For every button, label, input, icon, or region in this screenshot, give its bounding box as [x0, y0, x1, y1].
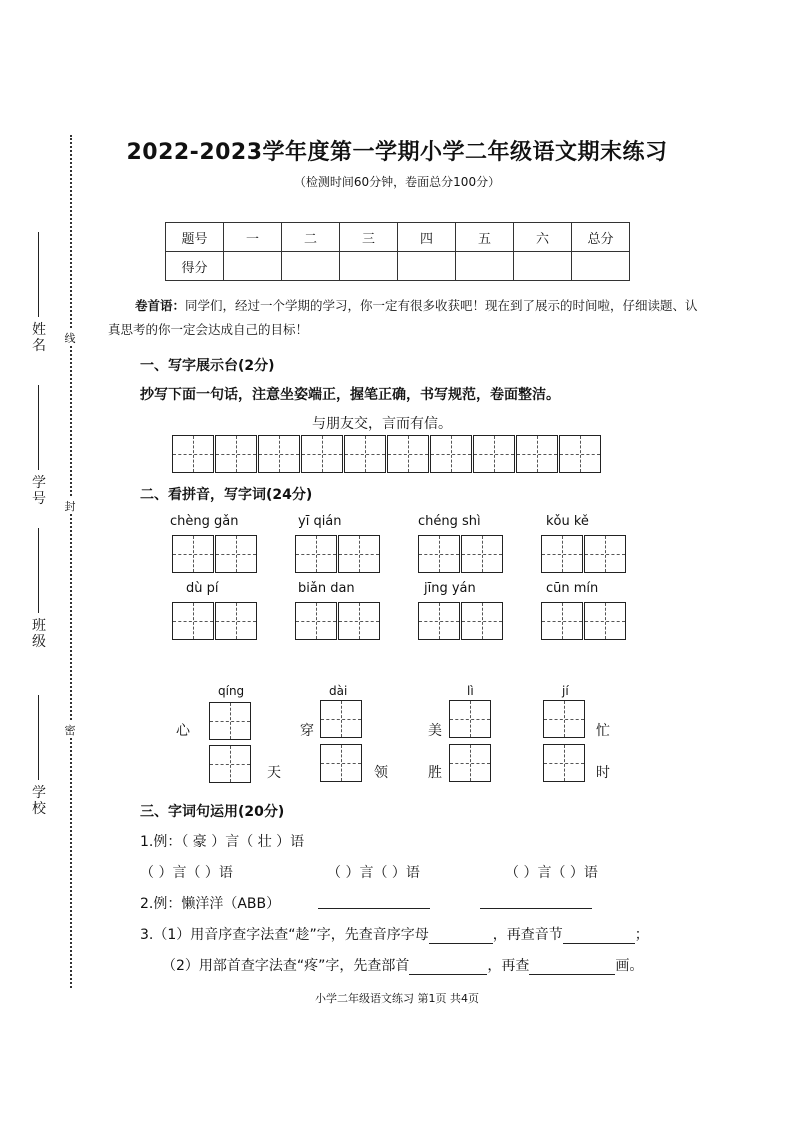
- section1-heading: 一、写字展示台(2分): [140, 358, 275, 374]
- pinyin-answer-cell[interactable]: [295, 535, 337, 573]
- pinyin-answer-cell[interactable]: [584, 602, 626, 640]
- score-header-cell: 三: [340, 223, 398, 252]
- q3-line2-text: （2）用部首查字法查“疼”字，先查部首: [162, 958, 410, 974]
- seal-char-xian: 线: [64, 332, 76, 345]
- pinyin-label: jīng yán: [424, 581, 476, 596]
- class-blank-line[interactable]: [38, 528, 39, 613]
- writing-cell[interactable]: [258, 435, 300, 473]
- pinyin-answer-cell[interactable]: [541, 602, 583, 640]
- writing-cell[interactable]: [559, 435, 601, 473]
- pinyin-answer-cell[interactable]: [418, 535, 460, 573]
- seal-char-feng: 封: [64, 500, 76, 513]
- crossword-left-char: 美: [428, 723, 442, 739]
- id-label: 学号: [32, 475, 46, 507]
- intro-lead: 卷首语：: [135, 298, 186, 313]
- score-input-cell[interactable]: [514, 252, 572, 281]
- pinyin-answer-cell[interactable]: [338, 602, 380, 640]
- crossword-bottom-char: 时: [596, 765, 610, 781]
- pinyin-answer-cell[interactable]: [215, 602, 257, 640]
- q3-line2: [162, 955, 643, 975]
- q2-example: 2.例：懒洋洋（ABB）: [140, 896, 281, 912]
- pinyin-answer-cell[interactable]: [172, 602, 214, 640]
- crossword-cell[interactable]: [543, 700, 585, 738]
- score-input-cell[interactable]: [340, 252, 398, 281]
- score-table: [165, 222, 630, 281]
- writing-cell[interactable]: [172, 435, 214, 473]
- pinyin-label: biǎn dan: [298, 581, 355, 596]
- q1-blank[interactable]: （ ）言（ ）语: [505, 865, 598, 881]
- writing-cell[interactable]: [301, 435, 343, 473]
- class-label: 班级: [32, 618, 46, 650]
- score-input-cell[interactable]: [282, 252, 340, 281]
- crossword-bottom-char: 领: [374, 765, 388, 781]
- pinyin-answer-cell[interactable]: [461, 602, 503, 640]
- q3-line1-text: 3.（1）用音序查字法查“趁”字，先查音序字母: [140, 927, 429, 943]
- name-label: 姓名: [32, 322, 46, 354]
- id-blank-line[interactable]: [38, 385, 39, 470]
- intro-text: 同学们，经过一个学期的学习，你一定有很多收获吧！现在到了展示的时间啦，仔细读题、认真思考的你一定会达成自己的目标！: [108, 298, 698, 337]
- writing-cell[interactable]: [430, 435, 472, 473]
- q1-blank[interactable]: （ ）言（ ）语: [140, 865, 233, 881]
- score-header-cell: 二: [282, 223, 340, 252]
- crossword-cell[interactable]: [320, 744, 362, 782]
- score-header-cell: 总分: [572, 223, 630, 252]
- pinyin-answer-cell[interactable]: [215, 535, 257, 573]
- q1-example: 1.例：（ 豪 ）言（ 壮 ）语: [140, 834, 305, 850]
- name-blank-line[interactable]: [38, 232, 39, 317]
- section1-instruction: 抄写下面一句话，注意坐姿端正，握笔正确，书写规范，卷面整洁。: [140, 387, 560, 403]
- page-subtitle: （检测时间60分钟，卷面总分100分）: [293, 175, 501, 189]
- section3-heading: 三、字词句运用(20分): [140, 804, 285, 820]
- crossword-cell[interactable]: [209, 745, 251, 783]
- score-input-cell[interactable]: [456, 252, 514, 281]
- writing-cell[interactable]: [344, 435, 386, 473]
- q2-blank-line[interactable]: [480, 908, 592, 909]
- crossword-bottom-char: 天: [267, 765, 281, 781]
- page-footer: 小学二年级语文练习 第1页 共4页: [315, 992, 479, 1005]
- crossword-pinyin: qíng: [218, 684, 245, 698]
- q2-blank-line[interactable]: [318, 908, 430, 909]
- crossword-cell[interactable]: [543, 744, 585, 782]
- writing-cell[interactable]: [215, 435, 257, 473]
- crossword-left-char: 心: [176, 723, 190, 739]
- pinyin-answer-cell[interactable]: [338, 535, 380, 573]
- crossword-left-char: 穿: [300, 723, 314, 739]
- pinyin-answer-cell[interactable]: [418, 602, 460, 640]
- score-header-cell: 一: [224, 223, 282, 252]
- writing-cell[interactable]: [387, 435, 429, 473]
- score-header-cell: 四: [398, 223, 456, 252]
- pinyin-answer-cell[interactable]: [295, 602, 337, 640]
- score-header-cell: 题号: [166, 223, 224, 252]
- pinyin-answer-cell[interactable]: [461, 535, 503, 573]
- school-label: 学校: [32, 785, 46, 817]
- q3-line1-end: ；: [634, 927, 649, 943]
- crossword-cell[interactable]: [320, 700, 362, 738]
- pinyin-label: chéng shì: [418, 514, 481, 529]
- pinyin-label: kǒu kě: [546, 514, 589, 529]
- score-table-score-row: [166, 252, 630, 281]
- pinyin-answer-cell[interactable]: [584, 535, 626, 573]
- score-header-cell: 六: [514, 223, 572, 252]
- score-row-label: 得分: [166, 252, 224, 281]
- crossword-cell[interactable]: [449, 700, 491, 738]
- section2-heading: 二、看拼音，写字词(24分): [140, 487, 313, 503]
- q3-line2-text2: ，再查: [487, 958, 530, 974]
- crossword-pinyin: dài: [329, 684, 348, 698]
- pinyin-label: cūn mín: [546, 581, 599, 596]
- q3-blank[interactable]: [529, 958, 615, 975]
- page-title: 2022-2023学年度第一学期小学二年级语文期末练习: [126, 140, 668, 165]
- score-header-cell: 五: [456, 223, 514, 252]
- writing-cell[interactable]: [473, 435, 515, 473]
- score-input-cell[interactable]: [224, 252, 282, 281]
- crossword-cell[interactable]: [209, 702, 251, 740]
- q3-blank[interactable]: [409, 958, 487, 975]
- q3-line1-text2: ，再查音节: [492, 927, 563, 943]
- crossword-bottom-char: 胜: [428, 765, 442, 781]
- pinyin-answer-cell[interactable]: [541, 535, 583, 573]
- pinyin-label: chèng gǎn: [170, 514, 239, 529]
- q3-line1: [140, 924, 649, 944]
- pinyin-answer-cell[interactable]: [172, 535, 214, 573]
- q1-blank[interactable]: （ ）言（ ）语: [327, 865, 420, 881]
- q3-blank[interactable]: [429, 927, 493, 944]
- section1-sentence: 与朋友交，言而有信。: [312, 416, 452, 432]
- intro-paragraph: [108, 294, 698, 342]
- score-input-cell[interactable]: [398, 252, 456, 281]
- crossword-right-char: 忙: [596, 723, 610, 739]
- school-blank-line[interactable]: [38, 695, 39, 780]
- seal-char-mi: 密: [64, 724, 76, 737]
- binding-dotted-line: [70, 135, 72, 988]
- score-table-header-row: [166, 223, 630, 252]
- crossword-cell[interactable]: [449, 744, 491, 782]
- crossword-pinyin: jí: [562, 684, 569, 698]
- writing-cell[interactable]: [516, 435, 558, 473]
- crossword-pinyin: lì: [467, 684, 474, 698]
- q3-line2-end: 画。: [615, 958, 644, 974]
- pinyin-label: dù pí: [186, 581, 219, 596]
- score-input-cell[interactable]: [572, 252, 630, 281]
- q3-blank[interactable]: [563, 927, 635, 944]
- pinyin-label: yī qián: [298, 514, 342, 529]
